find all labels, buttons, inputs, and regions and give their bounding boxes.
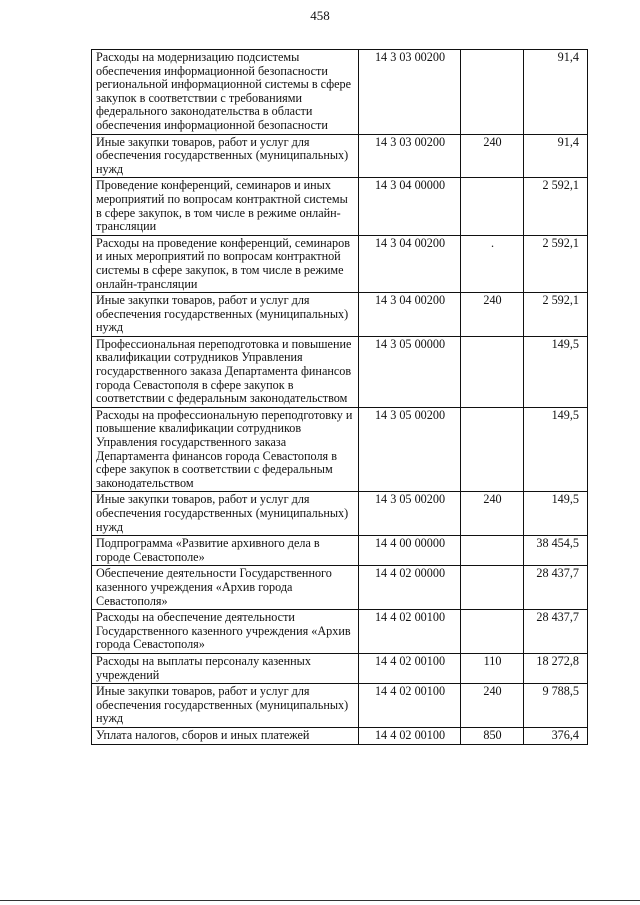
amount-cell: 28 437,7 [524,566,588,610]
expense-name-cell: Иные закупки товаров, работ и услуг для обеспечения государственных (муниципальных) нужд [92,492,359,536]
amount-cell: 38 454,5 [524,536,588,566]
target-code-cell: 14 4 02 00100 [359,653,461,683]
target-code-cell: 14 3 04 00000 [359,178,461,235]
bottom-page-rule [0,900,640,901]
table-row [92,653,588,683]
amount-cell: 149,5 [524,407,588,492]
page-number: 458 [310,8,330,23]
target-code-cell: 14 3 04 00200 [359,293,461,337]
expense-type-cell: 110 [461,653,524,683]
target-code-cell: 14 4 02 00100 [359,727,461,744]
expense-name-cell: Расходы на профессиональную переподготовку и повышение квалификации сотрудников Управления государственного заказа Департамента финансов города Севастополя в сфере закупок в соответствии с федеральным законодательством [92,407,359,492]
expense-type-cell [461,407,524,492]
table-row [92,684,588,728]
table-row [92,536,588,566]
table-body [92,50,588,745]
target-code-cell: 14 3 05 00200 [359,407,461,492]
table-row [92,727,588,744]
budget-table [91,49,588,745]
expense-type-cell: 240 [461,134,524,178]
amount-cell: 91,4 [524,134,588,178]
amount-cell: 149,5 [524,336,588,407]
target-code-cell: 14 3 03 00200 [359,50,461,135]
amount-cell: 149,5 [524,492,588,536]
table-row [92,178,588,235]
expense-name-cell: Подпрограмма «Развитие архивного дела в городе Севастополе» [92,536,359,566]
expense-type-cell [461,566,524,610]
table-row [92,134,588,178]
expense-type-cell: 240 [461,293,524,337]
table-row [92,336,588,407]
expense-name-cell: Обеспечение деятельности Государственного казенного учреждения «Архив города Севастополя» [92,566,359,610]
amount-cell: 2 592,1 [524,178,588,235]
table-row [92,50,588,135]
table-row [92,407,588,492]
expense-name-cell: Расходы на выплаты персоналу казенных учреждений [92,653,359,683]
table-row [92,235,588,292]
amount-cell: 2 592,1 [524,235,588,292]
table-row [92,566,588,610]
amount-cell: 2 592,1 [524,293,588,337]
expense-name-cell: Иные закупки товаров, работ и услуг для обеспечения государственных (муниципальных) нужд [92,134,359,178]
amount-cell: 18 272,8 [524,653,588,683]
expense-name-cell: Расходы на обеспечение деятельности Государственного казенного учреждения «Архив города Севастополя» [92,610,359,654]
expense-type-cell [461,610,524,654]
target-code-cell: 14 4 00 00000 [359,536,461,566]
expense-type-cell [461,536,524,566]
expense-type-cell: 240 [461,684,524,728]
expense-type-cell [461,178,524,235]
expense-type-cell [461,336,524,407]
expense-name-cell: Иные закупки товаров, работ и услуг для обеспечения государственных (муниципальных) нужд [92,684,359,728]
expense-name-cell: Уплата налогов, сборов и иных платежей [92,727,359,744]
expense-name-cell: Профессиональная переподготовка и повышение квалификации сотрудников Управления государственного заказа Департамента финансов города Севастополя в сфере закупок в соответствии с федеральным законодательством [92,336,359,407]
target-code-cell: 14 4 02 00000 [359,566,461,610]
amount-cell: 376,4 [524,727,588,744]
target-code-cell: 14 3 03 00200 [359,134,461,178]
expense-name-cell: Расходы на проведение конференций, семинаров и иных мероприятий по вопросам контрактной системы в сфере закупок, в том числе в режиме онлайн-трансляции [92,235,359,292]
expense-type-cell: 850 [461,727,524,744]
expense-type-cell: 240 [461,492,524,536]
amount-cell: 9 788,5 [524,684,588,728]
table-row [92,492,588,536]
expense-name-cell: Проведение конференций, семинаров и иных мероприятий по вопросам контрактной системы в сфере закупок, в том числе в режиме онлайн-трансляции [92,178,359,235]
table-row [92,610,588,654]
target-code-cell: 14 3 05 00200 [359,492,461,536]
target-code-cell: 14 4 02 00100 [359,684,461,728]
amount-cell: 28 437,7 [524,610,588,654]
table-row [92,293,588,337]
target-code-cell: 14 4 02 00100 [359,610,461,654]
target-code-cell: 14 3 04 00200 [359,235,461,292]
amount-cell: 91,4 [524,50,588,135]
target-code-cell: 14 3 05 00000 [359,336,461,407]
expense-type-cell: . [461,235,524,292]
expense-type-cell [461,50,524,135]
expense-name-cell: Расходы на модернизацию подсистемы обеспечения информационной безопасности региональной информационной системы в сфере закупок в соответствии с требованиями федерального законодательства в области обеспечения информационной безопасности [92,50,359,135]
expense-name-cell: Иные закупки товаров, работ и услуг для обеспечения государственных (муниципальных) нужд [92,293,359,337]
